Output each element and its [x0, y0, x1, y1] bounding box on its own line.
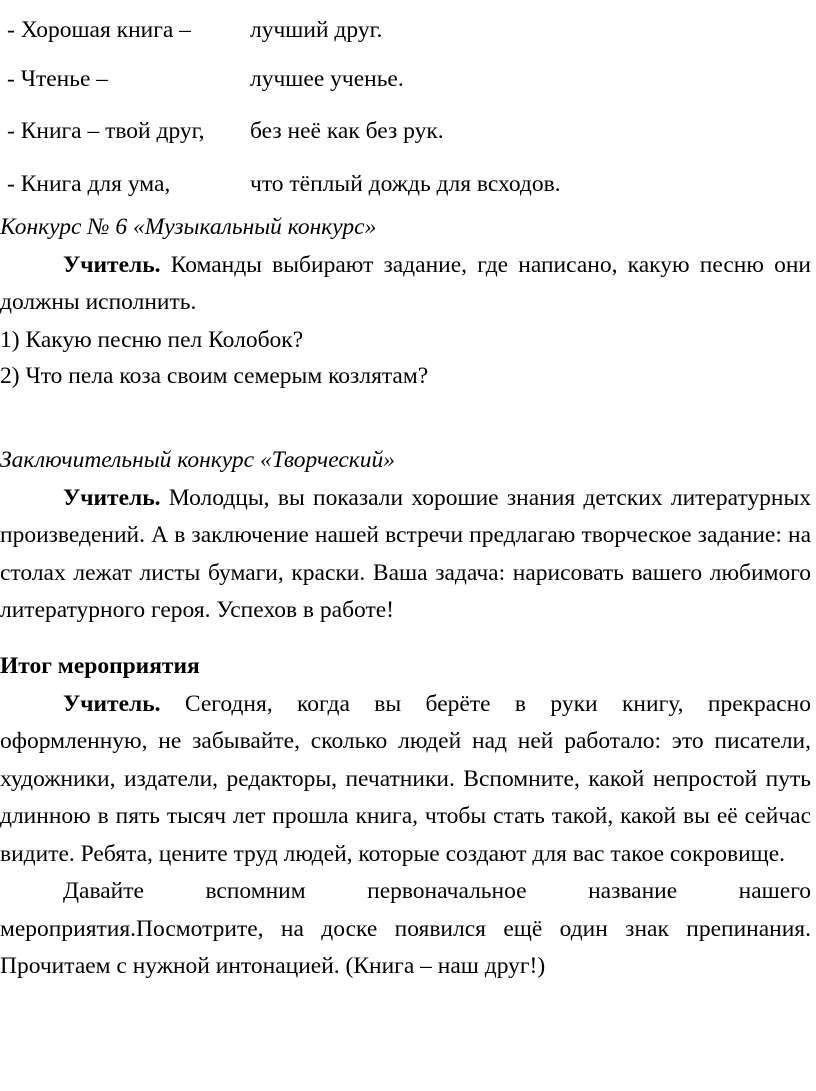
- speaker-label: Учитель.: [63, 690, 161, 717]
- proverb-start: - Хорошая книга –: [7, 17, 191, 43]
- summary-paragraph: [0, 686, 811, 874]
- final-contest-title: Заключительный конкурс «Творческий»: [0, 447, 396, 473]
- proverb-end: что тёплый дождь для всходов.: [250, 171, 561, 197]
- paragraph-text: Сегодня, когда вы берёте в руки книгу, прекрасно оформленную, не забывайте, сколько людей над ней работало: это писатели, художники, издатели, редакторы, печатники. Вспомните, какой непростой путь длинною в пять тысяч лет прошла книга, чтобы стать такой, какой вы её сейчас видите. Ребята, цените труд людей, которые создают для вас такое сокровище.: [0, 690, 811, 867]
- proverb-end: без неё как без рук.: [250, 118, 444, 144]
- summary-paragraph-2-rest: мероприятия.Посмотрите, на доске появился ещё один знак препинания. Прочитаем с нужной интонацией. (Книга – наш друг!): [0, 915, 811, 979]
- speaker-label: Учитель.: [63, 251, 161, 278]
- paragraph-text: Команды выбирают задание, где написано, какую песню они должны исполнить.: [0, 251, 811, 315]
- contest6-section: [0, 209, 811, 359]
- contest6-title: Конкурс № 6 «Музыкальный конкурс»: [0, 214, 377, 240]
- proverb-start: - Чтенье –: [7, 66, 109, 92]
- contest6-paragraph: [0, 247, 811, 322]
- speaker-label: Учитель.: [63, 484, 161, 511]
- summary-title: Итог мероприятия: [0, 653, 200, 679]
- summary-paragraph-2-line-1: Давайте вспомним первоначальное название нашего: [63, 878, 811, 904]
- final-contest-section: [0, 442, 811, 630]
- question-2-block: [0, 358, 811, 396]
- summary-section: [0, 648, 811, 986]
- question-2: 2) Что пела коза своим семерым козлятам?: [0, 363, 429, 389]
- proverb-start: - Книга для ума,: [7, 171, 171, 197]
- question-1: 1) Какую песню пел Колобок?: [0, 326, 304, 353]
- paragraph-text: Молодцы, вы показали хорошие знания детских литературных произведений. А в заключение нашей встречи предлагаю творческое задание: на столах лежат листы бумаги, краски. Ваша задача: нарисовать вашего любимого литературного героя. Успехов в работе!: [0, 484, 811, 623]
- final-contest-paragraph: [0, 480, 811, 630]
- proverb-end: лучший друг.: [250, 17, 383, 43]
- proverb-start: - Книга – твой друг,: [7, 118, 205, 144]
- proverb-end: лучшее ученье.: [250, 66, 404, 92]
